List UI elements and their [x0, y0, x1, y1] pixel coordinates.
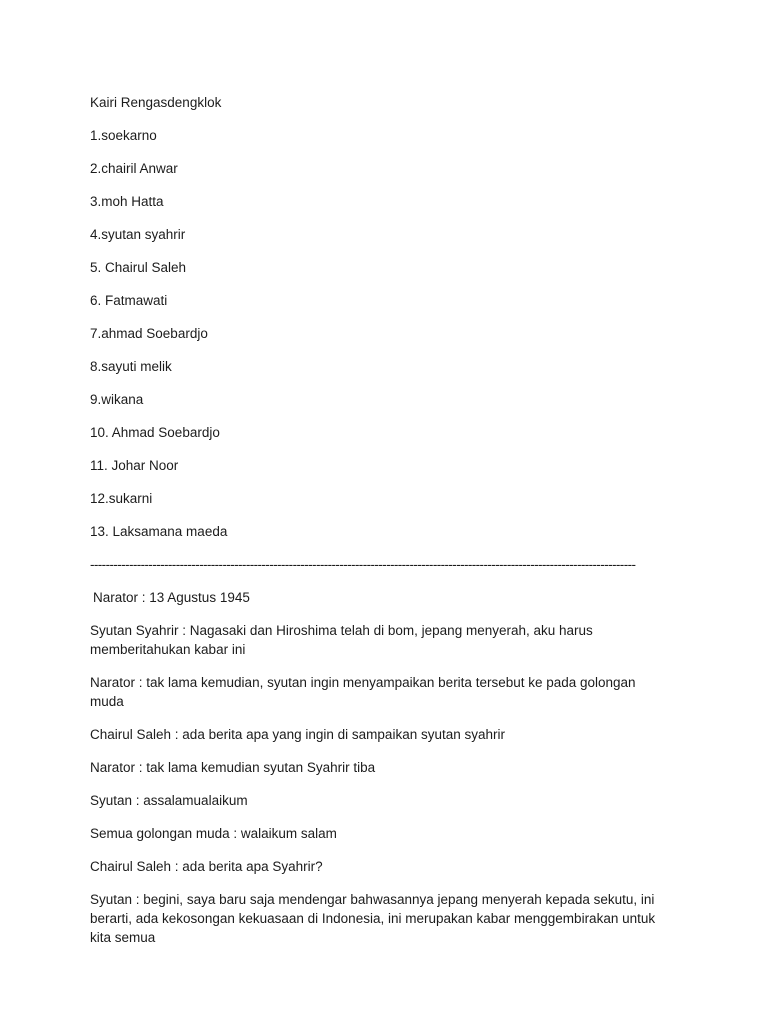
dialogue-line: Syutan Syahrir : Nagasaki dan Hiroshima telah di bom, jepang menyerah, aku harus memberitahukan kabar ini [90, 623, 593, 657]
document-title: Kairi Rengasdengklok [90, 95, 222, 110]
cast-item: 1.soekarno [90, 128, 157, 143]
cast-list [90, 126, 690, 541]
cast-item: 2.chairil Anwar [90, 161, 178, 176]
dialogue-line: Semua golongan muda : walaikum salam [90, 826, 337, 841]
dashed-separator: -------------------------------------------------------------------------------------------------------------------------------------------- [90, 557, 636, 572]
cast-item: 4.syutan syahrir [90, 227, 186, 242]
cast-item: 13. Laksamana maeda [90, 524, 228, 539]
cast-item: 12.sukarni [90, 491, 153, 506]
dialogue-line: Narator : tak lama kemudian, syutan ingin menyampaikan berita tersebut ke pada golongan muda [90, 675, 636, 709]
cast-item: 5. Chairul Saleh [90, 260, 187, 275]
dialogue-line: Chairul Saleh : ada berita apa Syahrir? [90, 859, 323, 874]
cast-item: 9.wikana [90, 392, 144, 407]
dialogue-line: Syutan : begini, saya baru saja mendengar bahwasannya jepang menyerah kepada sekutu, ini berarti, ada kekosongan kekuasaan di Indonesia, ini merupakan kabar menggembirakan untuk kita semua [90, 892, 656, 945]
cast-item: 6. Fatmawati [90, 293, 168, 308]
cast-item: 3.moh Hatta [90, 194, 164, 209]
dialogue-line: Syutan : assalamualaikum [90, 793, 248, 808]
dialogue-line: Narator : tak lama kemudian syutan Syahrir tiba [90, 760, 376, 775]
dialogue-line: Chairul Saleh : ada berita apa yang ingin di sampaikan syutan syahrir [90, 727, 505, 742]
dialogue-section [90, 588, 690, 947]
cast-item: 10. Ahmad Soebardjo [90, 425, 220, 440]
document-page [90, 93, 690, 961]
cast-item: 7.ahmad Soebardjo [90, 326, 208, 341]
cast-item: 11. Johar Noor [90, 458, 179, 473]
dialogue-line: Narator : 13 Agustus 1945 [93, 590, 250, 605]
cast-item: 8.sayuti melik [90, 359, 172, 374]
